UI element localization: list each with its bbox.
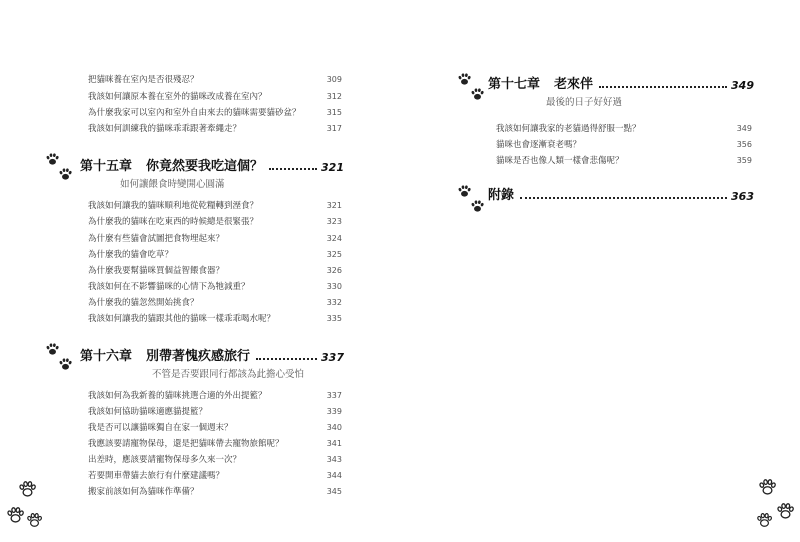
entry-page: 339 (326, 406, 342, 416)
toc-entry[interactable] (88, 312, 342, 324)
entry-page: 309 (326, 74, 342, 84)
entry-title: 為什麼我要幫貓咪買個益智餵食器？ (88, 266, 225, 276)
entry-page: 344 (326, 470, 342, 480)
entry-page: 341 (326, 438, 342, 448)
chapter-number: 第十六章 (80, 349, 133, 364)
toc-entry[interactable] (496, 154, 752, 166)
entry-page: 343 (326, 454, 342, 464)
entry-title: 我該如何讓我的貓咪順利地從乾糧轉到溼食？ (88, 201, 259, 211)
entry-title: 為什麼我的貓咪在吃東西的時候總是很緊張？ (88, 217, 259, 227)
toc-entry[interactable] (88, 405, 342, 417)
entry-page: 330 (326, 281, 342, 291)
entry-page: 312 (326, 91, 342, 101)
leader-dots (269, 167, 317, 170)
entry-page: 332 (326, 297, 342, 307)
entry-title: 為什麼我的貓忽然開始挑食？ (88, 298, 199, 308)
chapter-17-heading[interactable] (488, 73, 754, 92)
chapter-subtitle: 最後的日子好好過 (546, 97, 623, 108)
toc-entry[interactable] (88, 296, 342, 308)
entry-page: 323 (326, 216, 342, 226)
toc-entry[interactable] (88, 437, 342, 449)
toc-entry[interactable] (88, 199, 342, 211)
entry-title: 我該如何讓我的貓跟其他的貓咪一樣乖乖喝水呢？ (88, 314, 276, 324)
paw-print-icon (44, 342, 78, 376)
appendix-heading[interactable] (488, 184, 754, 203)
toc-entry[interactable] (88, 122, 342, 134)
toc-entry[interactable] (88, 73, 342, 85)
entry-title: 我該如何讓原本養在室外的貓咪改成養在室內？ (88, 92, 267, 102)
entry-title: 我該如何在不影響貓咪的心情下為牠減重？ (88, 282, 250, 292)
entry-title: 為什麼我的貓會吃草？ (88, 250, 174, 260)
paw-print-icon (754, 476, 798, 536)
entry-page: 315 (326, 107, 342, 117)
appendix-page: 363 (731, 190, 754, 203)
chapter-title: 老來伴 (554, 77, 594, 92)
toc-entry[interactable] (88, 215, 342, 227)
entry-page: 324 (326, 233, 342, 243)
chapter-subtitle: 不管是否要跟同行都該為此擔心受怕 (152, 369, 305, 380)
entry-page: 345 (326, 486, 342, 496)
paw-print-icon (456, 72, 490, 106)
entry-page: 337 (326, 390, 342, 400)
entry-page: 349 (736, 123, 752, 133)
entry-title: 我該如何協助貓咪適應貓提籃？ (88, 407, 208, 417)
toc-entry[interactable] (88, 421, 342, 433)
entry-page: 317 (326, 123, 342, 133)
entry-title: 我是否可以讓貓咪獨自在家一個週末？ (88, 423, 233, 433)
leader-dots (520, 196, 727, 199)
entry-title: 把貓咪養在室內是否很殘忍？ (88, 75, 199, 85)
entry-title: 搬家前該如何為貓咪作準備？ (88, 487, 199, 497)
toc-entry[interactable] (88, 469, 342, 481)
toc-entry[interactable] (88, 106, 342, 118)
entry-title: 我該如何為我新養的貓咪挑選合適的外出提籃？ (88, 391, 267, 401)
entry-page: 335 (326, 313, 342, 323)
entry-title: 為什麼有些貓會試圖把食物埋起來？ (88, 234, 225, 244)
entry-page: 325 (326, 249, 342, 259)
chapter-title: 別帶著愧疚感旅行 (146, 349, 251, 364)
chapter-number: 第十七章 (488, 77, 541, 92)
toc-entry[interactable] (88, 248, 342, 260)
toc-entry[interactable] (496, 138, 752, 150)
entry-page: 326 (326, 265, 342, 275)
entry-title: 我應該要請寵物保母，還是把貓咪帶去寵物旅館呢？ (88, 439, 284, 449)
entry-title: 為什麼我家可以室內和室外自由來去的貓咪需要貓砂盆？ (88, 108, 301, 118)
toc-entry[interactable] (88, 485, 342, 497)
toc-entry[interactable] (88, 264, 342, 276)
chapter-page: 321 (321, 161, 344, 174)
chapter-page: 337 (321, 351, 344, 364)
toc-entry[interactable] (88, 90, 342, 102)
leader-dots (256, 357, 317, 360)
chapter-subtitle: 如何讓餵食時變開心圓滿 (120, 179, 225, 190)
paw-print-icon (456, 184, 490, 218)
entry-page: 359 (736, 155, 752, 165)
entry-title: 出差時，應該要請寵物保母多久來一次？ (88, 455, 242, 465)
chapter-16-heading[interactable] (80, 345, 344, 364)
chapter-15-heading[interactable] (80, 155, 344, 174)
chapter-number: 第十五章 (80, 159, 133, 174)
chapter-title: 你竟然要我吃這個？ (146, 159, 264, 174)
leader-dots (599, 85, 727, 88)
paw-print-icon (44, 152, 78, 186)
entry-page: 321 (326, 200, 342, 210)
toc-entry[interactable] (88, 453, 342, 465)
toc-entry[interactable] (88, 280, 342, 292)
toc-entry[interactable] (88, 389, 342, 401)
entry-title: 我該如何讓我家的老貓過得舒服一點？ (496, 124, 641, 134)
toc-entry[interactable] (88, 232, 342, 244)
entry-title: 若要開車帶貓去旅行有什麼建議嗎？ (88, 471, 225, 481)
entry-page: 356 (736, 139, 752, 149)
entry-title: 我該如何訓練我的貓咪乖乖跟著牽繩走？ (88, 124, 242, 134)
appendix-title: 附錄 (488, 188, 515, 203)
entry-page: 340 (326, 422, 342, 432)
entry-title: 貓咪也會逐漸衰老嗎？ (496, 140, 582, 150)
paw-print-icon (4, 478, 48, 536)
chapter-page: 349 (731, 79, 754, 92)
right-page (400, 0, 800, 542)
toc-entry[interactable] (496, 122, 752, 134)
entry-title: 貓咪是否也像人類一樣會悲傷呢？ (496, 156, 624, 166)
